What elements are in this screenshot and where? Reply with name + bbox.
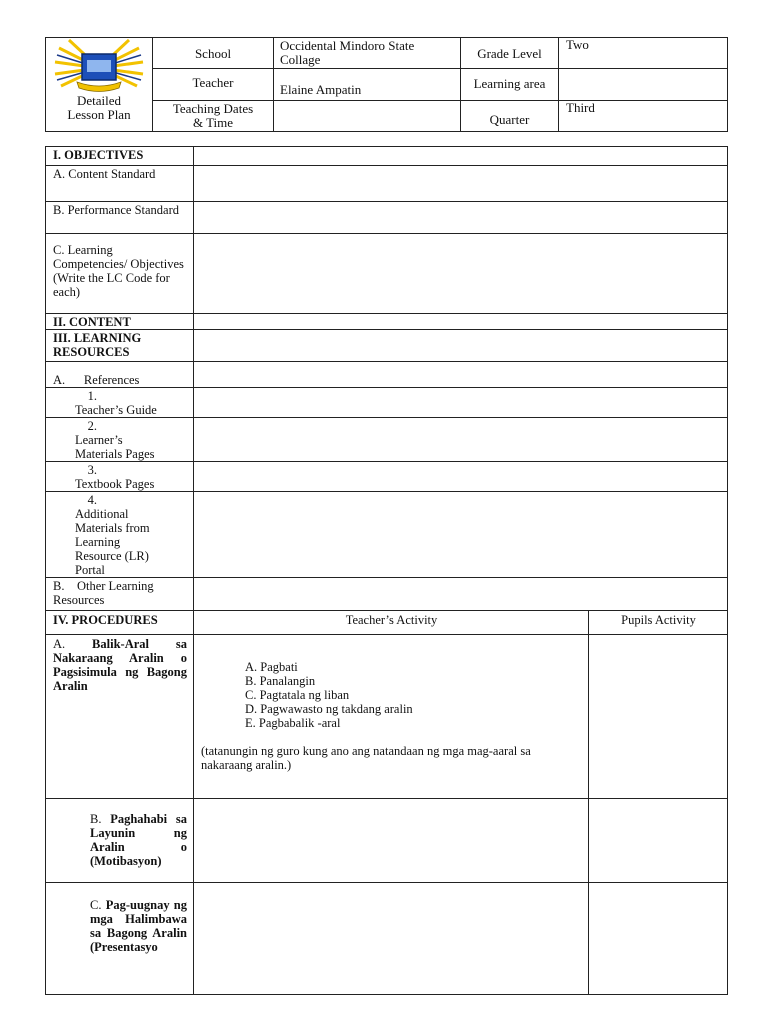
procedure-a-note: (tatanungin ng guro kung ano ang natandaan ng mga mag-aaral sa nakaraang aralin.) (201, 744, 531, 772)
performance-standard-label: B. Performance Standard (46, 202, 194, 234)
quarter-value: Third (566, 99, 595, 115)
procedures-heading (46, 611, 194, 635)
school-value: Occidental Mindoro State Collage (280, 38, 415, 67)
grade-level-value: Two (566, 37, 589, 52)
learning-resources-heading: III. LEARNING RESOURCES (46, 330, 194, 362)
procedure-c-title: Pag-uugnay ng mga Halimbawa sa Bagong Aralin (Presentasyo (90, 898, 188, 954)
procedure-c-prefix: C. (90, 898, 106, 912)
ref-item-additional-materials (46, 492, 194, 578)
other-resources-label: B. Other Learning Resources (46, 578, 194, 611)
procedure-b-pupils-activity (589, 799, 728, 883)
learning-competencies-label (46, 234, 194, 314)
learning-competencies-text: C. Learning Competencies/ Objectives (Write the LC Code for each) (53, 243, 184, 299)
school-seal-logo-icon (46, 38, 152, 98)
procedure-a-step: D. Pagwawasto ng takdang aralin (245, 702, 413, 716)
ref-item-number: 1. (87, 389, 97, 403)
ref-item-text: Teacher’s Guide (75, 403, 157, 417)
ref-item-learners-materials (46, 418, 194, 462)
teacher-value: Elaine Ampatin (280, 82, 362, 98)
procedure-a-step: C. Pagtatala ng liban (245, 688, 350, 702)
learning-area-label: Learning area (473, 76, 546, 92)
procedure-a-step: B. Panalangin (245, 674, 316, 688)
objectives-heading: I. OBJECTIVES (46, 147, 194, 166)
references-label (46, 362, 194, 388)
procedure-a-title: Balik-Aral sa Nakaraang Aralin o Pagsisimula ng Bagong Aralin (53, 637, 187, 693)
procedure-a-pupils-activity (589, 635, 728, 799)
quarter-label: Quarter (489, 112, 530, 128)
teacher-label: Teacher (192, 74, 234, 90)
pupils-activity-text: Pupils Activity (621, 613, 696, 627)
ref-item-text: Learner’s Materials Pages (75, 433, 155, 461)
header-table (45, 37, 728, 132)
school-label: School (194, 45, 232, 61)
procedure-c-label (46, 883, 194, 995)
procedure-a-prefix: A. (53, 637, 93, 651)
teacher-activity-text: Teacher’s Activity (345, 613, 438, 627)
procedures-text: IV. PROCEDURES (53, 613, 158, 627)
logo-caption: Detailed Lesson Plan (67, 93, 131, 122)
procedure-b-title: Paghahabi sa Layunin ng Aralin o (Motibasyon) (90, 812, 187, 868)
teaching-dates-label: Teaching Dates & Time (172, 100, 254, 130)
procedure-a-label (46, 635, 194, 799)
procedure-a-step: E. Pagbabalik -aral (245, 716, 341, 730)
logo-cell (46, 38, 153, 132)
procedure-a-teacher-activity (194, 635, 589, 799)
ref-item-number: 3. (87, 463, 97, 477)
pupils-activity-header (589, 611, 728, 635)
procedure-a-step: A. Pagbati (245, 660, 298, 674)
procedure-c-teacher-activity (194, 883, 589, 995)
references-text: A. References (53, 373, 140, 387)
procedure-c-pupils-activity (589, 883, 728, 995)
ref-item-text: Textbook Pages (75, 477, 155, 491)
ref-item-number: 2. (87, 419, 97, 433)
ref-item-teachers-guide (46, 388, 194, 418)
ref-item-number: 4. (87, 493, 97, 507)
ref-item-textbook-pages (46, 462, 194, 492)
procedure-b-label (46, 799, 194, 883)
content-standard-label: A. Content Standard (46, 166, 194, 202)
lesson-plan-table (45, 146, 728, 995)
grade-level-label: Grade Level (477, 45, 542, 61)
procedure-b-teacher-activity (194, 799, 589, 883)
procedure-b-prefix: B. (90, 812, 111, 826)
content-heading: II. CONTENT (46, 314, 194, 330)
teacher-activity-header (194, 611, 589, 635)
ref-item-text: Additional Materials from Learning Resource (LR) Portal (75, 507, 150, 577)
